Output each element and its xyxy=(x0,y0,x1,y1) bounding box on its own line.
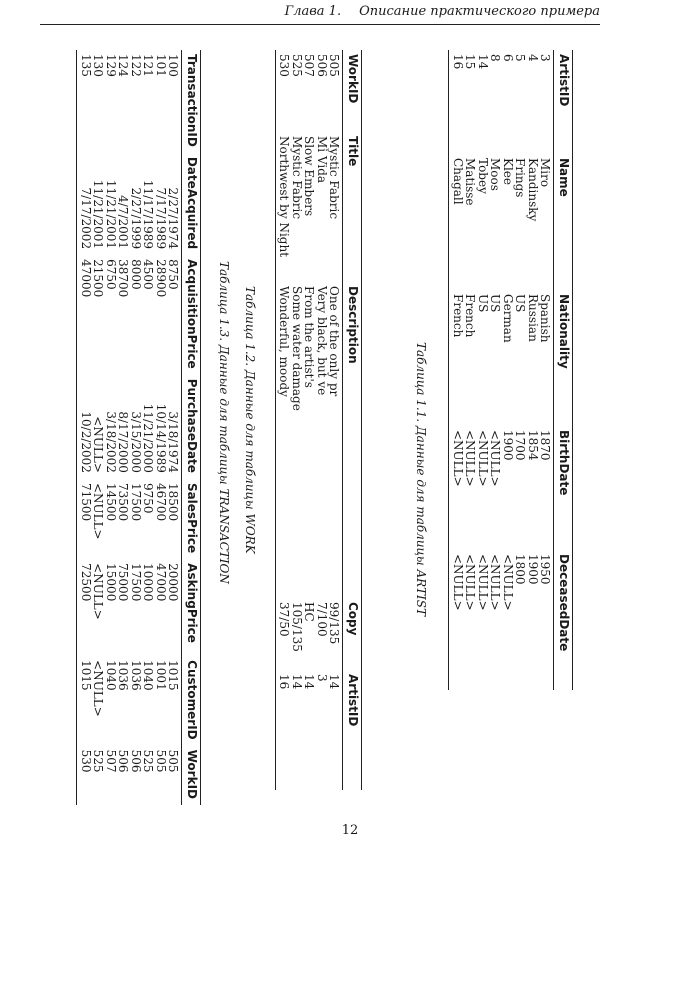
table-cell: 100 xyxy=(166,54,181,77)
table-cell: 505 xyxy=(154,749,168,773)
column-header: WorkID xyxy=(185,749,199,800)
column-header: Name xyxy=(557,158,571,197)
work-table-block xyxy=(240,50,362,790)
table-cell: 75000 xyxy=(116,563,131,602)
table-row xyxy=(489,50,502,690)
running-header-text xyxy=(285,4,600,19)
table-cell: 11/17/1989 xyxy=(141,179,156,250)
table-cell: 37/50 xyxy=(277,602,292,637)
transaction-table-block xyxy=(36,50,231,810)
column-header: Description xyxy=(346,286,360,364)
table-row xyxy=(276,50,291,790)
table-row xyxy=(155,50,168,805)
table-cell: Wonderful, moody xyxy=(277,286,292,397)
table-cell: One of the only pr xyxy=(327,286,342,397)
table-cell: 1040 xyxy=(141,660,156,691)
table-row xyxy=(77,50,92,805)
table-cell: 14 xyxy=(476,54,490,70)
column-header: ArtistID xyxy=(557,54,571,107)
table-cell: 1900 xyxy=(526,554,540,585)
table-row xyxy=(464,50,477,690)
table-header-row xyxy=(182,50,201,805)
table-cell: 10/14/1989 xyxy=(154,403,168,473)
table-cell: 3 xyxy=(538,54,553,62)
table-cell: 7/17/2002 xyxy=(79,187,93,250)
table-cell: 7/17/1989 xyxy=(154,187,168,250)
table-cell: <NULL> xyxy=(91,563,106,620)
table-cell: 1040 xyxy=(104,660,118,691)
table-cell: 47000 xyxy=(79,259,93,298)
table-cell: 28900 xyxy=(154,259,168,298)
table-cell: <NULL> xyxy=(476,554,490,611)
table-cell: 46700 xyxy=(154,482,168,522)
table-cell: 4/7/2001 xyxy=(116,195,131,250)
table-cell: 15000 xyxy=(104,563,118,602)
table-cell: 8750 xyxy=(166,259,181,290)
table-cell: Slow Embers xyxy=(302,136,317,217)
table-cell: 530 xyxy=(277,54,292,77)
table-cell: 72500 xyxy=(79,563,93,602)
table-cell: 505 xyxy=(327,54,342,77)
column-header: Nationality xyxy=(557,294,571,369)
transaction-table-caption: Таблица 1.3. Данные для таблицы TRANSACTION xyxy=(217,261,231,584)
table-row xyxy=(142,50,155,805)
table-cell: <NULL> xyxy=(463,430,478,487)
table-cell: From the artist's xyxy=(302,286,317,388)
table-cell: <NULL> xyxy=(451,430,465,487)
table-cell: 122 xyxy=(129,54,143,77)
column-header: PurchaseDate xyxy=(185,378,199,473)
table-cell: 3/18/2002 xyxy=(104,411,118,473)
work-table-caption: Таблица 1.2. Данные для таблицы WORK xyxy=(243,286,257,554)
table-cell: 11/21/2001 xyxy=(104,179,118,250)
table-row xyxy=(316,50,329,790)
table-cell: <NULL> xyxy=(501,554,515,611)
table-cell: 8/17/2000 xyxy=(116,411,131,473)
column-header: BirthDate xyxy=(557,430,571,496)
table-cell: 6 xyxy=(501,54,515,62)
table-cell: 130 xyxy=(91,54,106,77)
table-cell: 129 xyxy=(104,54,118,77)
table-cell: 11/21/2001 xyxy=(91,179,106,250)
table-cell: Russian xyxy=(526,294,540,342)
table-cell: 17500 xyxy=(129,482,143,522)
column-header: DateAcquired xyxy=(185,156,199,250)
table-cell: <NULL> xyxy=(91,416,106,473)
table-cell: Mi Vida xyxy=(315,136,329,184)
table-cell: <NULL> xyxy=(488,430,503,487)
table-cell: 121 xyxy=(141,54,156,77)
table-cell: 1950 xyxy=(538,554,553,585)
table-cell: 73500 xyxy=(116,482,131,522)
column-header: SalesPrice xyxy=(185,482,199,554)
work-table xyxy=(275,50,362,790)
table-cell: 11/21/2000 xyxy=(141,403,156,473)
column-header: TransactionID xyxy=(185,54,199,147)
table-row xyxy=(303,50,316,790)
column-header: ArtistID xyxy=(346,674,360,727)
table-cell: 14 xyxy=(327,674,342,690)
table-cell: Tobey xyxy=(476,158,490,194)
table-row xyxy=(92,50,105,805)
table-cell: 1900 xyxy=(501,430,515,461)
table-cell: French xyxy=(451,294,465,338)
table-cell: 17500 xyxy=(129,563,143,602)
table-cell: 4 xyxy=(526,54,540,62)
chapter-label: Глава 1. xyxy=(284,4,342,19)
column-header: DeceasedDate xyxy=(557,554,571,652)
table-cell: 1015 xyxy=(79,660,93,691)
table-cell: Moos xyxy=(488,158,503,191)
table-cell: <NULL> xyxy=(488,554,503,611)
table-cell: 507 xyxy=(302,54,317,77)
table-cell: Klee xyxy=(501,158,515,186)
table-cell: 4500 xyxy=(141,259,156,290)
table-cell: 1854 xyxy=(526,430,540,461)
table-cell: <NULL> xyxy=(463,554,478,611)
table-cell: 14500 xyxy=(104,482,118,522)
table-cell: 506 xyxy=(315,54,329,77)
table-cell: Very black, but ve xyxy=(315,286,329,396)
table-row xyxy=(514,50,527,690)
table-cell: 507 xyxy=(104,749,118,773)
table-cell: 525 xyxy=(290,54,304,77)
column-header: Copy xyxy=(346,602,360,636)
table-cell: German xyxy=(501,294,515,343)
table-cell: US xyxy=(513,294,528,313)
table-row xyxy=(130,50,143,805)
table-cell: 99/135 xyxy=(327,602,342,645)
table-cell: 101 xyxy=(154,54,168,77)
artist-table-block xyxy=(411,50,573,790)
table-row xyxy=(117,50,130,805)
running-header xyxy=(40,0,600,25)
table-cell: 38700 xyxy=(116,259,131,298)
table-cell: 3/15/2000 xyxy=(129,411,143,473)
table-cell: 3/18/1974 xyxy=(166,411,181,473)
table-row xyxy=(527,50,540,690)
table-cell: 5 xyxy=(513,54,528,62)
table-cell: 3 xyxy=(315,674,329,682)
table-row xyxy=(449,50,464,690)
column-header: CustomerID xyxy=(185,660,199,740)
column-header: AcquisitionPrice xyxy=(185,259,199,369)
table-cell: French xyxy=(463,294,478,338)
artist-table-caption: Таблица 1.1. Данные для таблицы ARTIST xyxy=(414,342,428,616)
table-cell: 525 xyxy=(141,749,156,773)
table-cell: 124 xyxy=(116,54,131,77)
chapter-title: Описание практического примера xyxy=(359,4,600,19)
table-cell: <NULL> xyxy=(476,430,490,487)
transaction-table xyxy=(77,50,202,805)
table-cell: 14 xyxy=(302,674,317,690)
table-cell: 20000 xyxy=(166,563,181,602)
table-cell: 7/100 xyxy=(315,602,329,637)
table-cell: 2/27/1999 xyxy=(129,187,143,250)
table-cell: Mystic Fabric xyxy=(290,136,304,220)
artist-table xyxy=(449,50,574,690)
table-cell: 1036 xyxy=(116,660,131,691)
table-cell: Northwest by Night xyxy=(277,136,292,258)
table-cell: <NULL> xyxy=(451,554,465,611)
table-cell: 8000 xyxy=(129,259,143,290)
column-header: WorkID xyxy=(346,54,360,104)
table-cell: Some water damage xyxy=(290,286,304,411)
table-cell: <NULL> xyxy=(91,482,106,540)
table-row xyxy=(328,50,343,790)
table-cell: 105/135 xyxy=(290,602,304,652)
table-cell: Spanish xyxy=(538,294,553,343)
table-cell: 1800 xyxy=(513,554,528,585)
table-header-row xyxy=(343,50,362,790)
table-cell: 1036 xyxy=(129,660,143,691)
table-cell: 10000 xyxy=(141,563,156,602)
table-cell: US xyxy=(476,294,490,313)
table-cell: 505 xyxy=(166,749,181,773)
table-cell: 15 xyxy=(463,54,478,70)
table-cell: 6750 xyxy=(104,259,118,290)
table-cell: Kandinsky xyxy=(526,158,540,222)
table-cell: HC xyxy=(302,602,317,622)
table-cell: 8 xyxy=(488,54,503,62)
table-cell: 1015 xyxy=(166,660,181,691)
table-cell: 10/2/2002 xyxy=(79,411,93,473)
table-cell: Mystic Fabric xyxy=(327,136,342,220)
table-cell: 506 xyxy=(129,749,143,773)
table-cell: 21500 xyxy=(91,259,106,298)
page-number: 12 xyxy=(341,823,359,838)
table-cell: Miro xyxy=(538,158,553,188)
table-cell: 2/27/1974 xyxy=(166,187,181,250)
table-cell: <NULL> xyxy=(91,660,106,717)
table-cell: Chagall xyxy=(451,158,465,205)
table-cell: 9750 xyxy=(141,482,156,514)
table-row xyxy=(167,50,182,805)
table-cell: 135 xyxy=(79,54,93,77)
table-cell: 1001 xyxy=(154,660,168,691)
table-cell: 16 xyxy=(277,674,292,690)
table-cell: 14 xyxy=(290,674,304,690)
table-header-row xyxy=(554,50,573,690)
table-cell: US xyxy=(488,294,503,313)
table-cell: 1870 xyxy=(538,430,553,461)
table-cell: 71500 xyxy=(79,482,93,522)
table-cell: 525 xyxy=(91,749,106,773)
table-cell: Frings xyxy=(513,158,528,198)
column-header: AskingPrice xyxy=(185,563,199,643)
table-row xyxy=(105,50,118,805)
table-cell: 18500 xyxy=(166,482,181,522)
table-row xyxy=(477,50,490,690)
table-row xyxy=(291,50,304,790)
table-cell: 1700 xyxy=(513,430,528,461)
table-cell: 47000 xyxy=(154,563,168,602)
table-cell: 506 xyxy=(116,749,131,773)
table-cell: 16 xyxy=(451,54,465,70)
table-row xyxy=(502,50,515,690)
column-header: Title xyxy=(346,136,360,167)
table-cell: 530 xyxy=(79,749,93,773)
table-row xyxy=(539,50,554,690)
table-cell: Matisse xyxy=(463,158,478,206)
